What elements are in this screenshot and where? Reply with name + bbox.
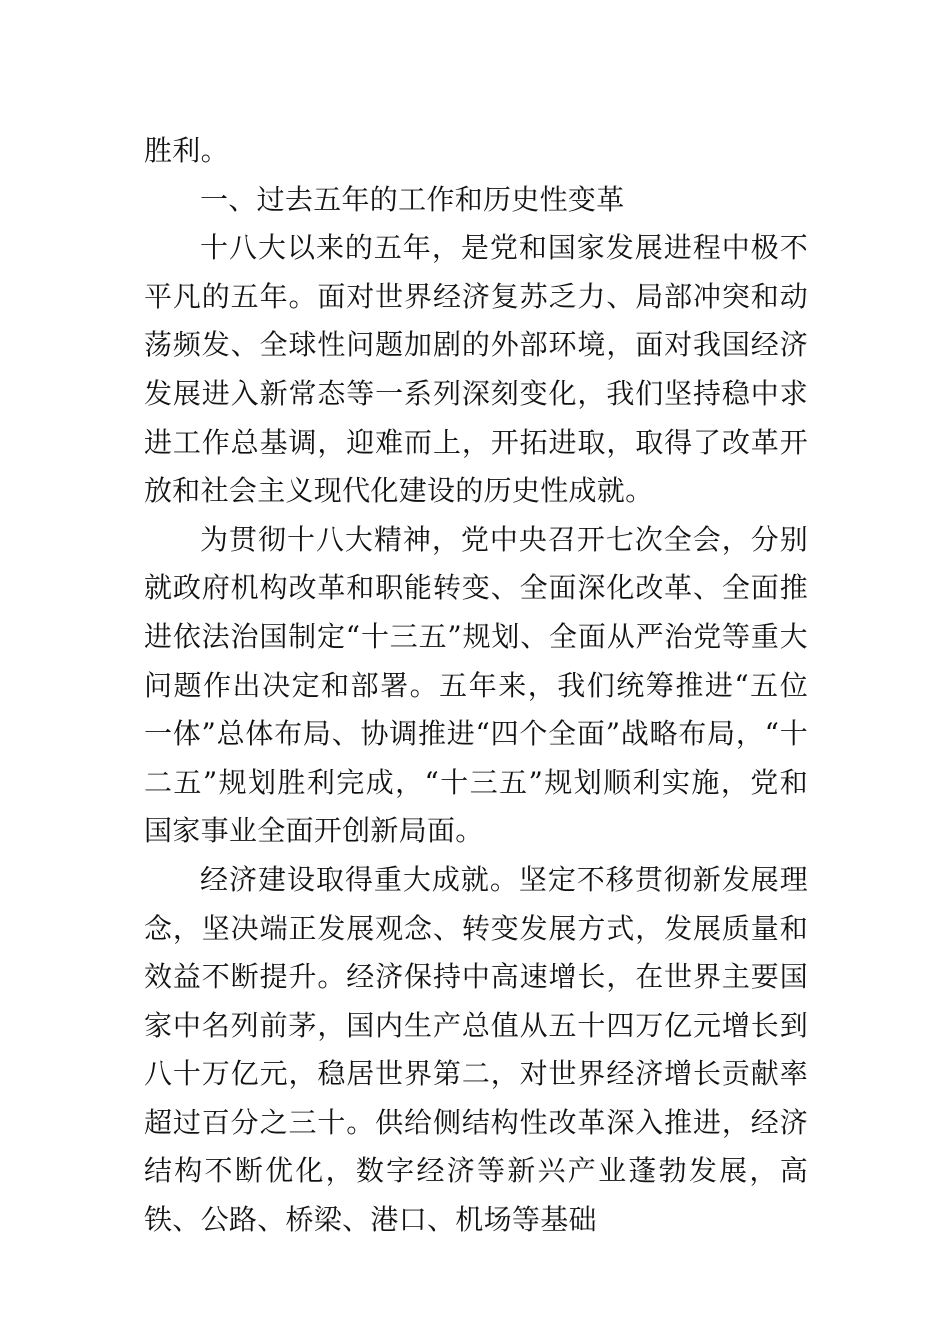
paragraph-continuation: 胜利。 (144, 134, 229, 167)
paragraph: 十八大以来的五年，是党和国家发展进程中极不平凡的五年。面对世界经济复苏乏力、局部冲突和动荡频发、全球性问题加剧的外部环境，面对我国经济发展进入新常态等一系列深刻变化，我们坚持稳中求进工作总基调，迎难而上，开拓进取，取得了改革开放和社会主义现代化建设的历史性成就。 (144, 231, 808, 508)
document-body (144, 127, 808, 1245)
paragraph: 为贯彻十八大精神，党中央召开七次全会，分别就政府机构改革和职能转变、全面深化改革、全面推进依法治国制定“十三五”规划、全面从严治党等重大问题作出决定和部署。五年来，我们统筹推进“五位一体”总体布局、协调推进“四个全面”战略布局，“十二五”规划胜利完成，“十三五”规划顺利实施，党和国家事业全面开创新局面。 (144, 522, 808, 848)
paragraph: 经济建设取得重大成就。坚定不移贯彻新发展理念，坚决端正发展观念、转变发展方式，发展质量和效益不断提升。经济保持中高速增长，在世界主要国家中名列前茅，国内生产总值从五十四万亿元增长到八十万亿元，稳居世界第二，对世界经济增长贡献率超过百分之三十。供给侧结构性改革深入推进，经济结构不断优化，数字经济等新兴产业蓬勃发展，高铁、公路、桥梁、港口、机场等基础 (144, 862, 808, 1237)
section-heading: 一、过去五年的工作和历史性变革 (200, 182, 625, 216)
